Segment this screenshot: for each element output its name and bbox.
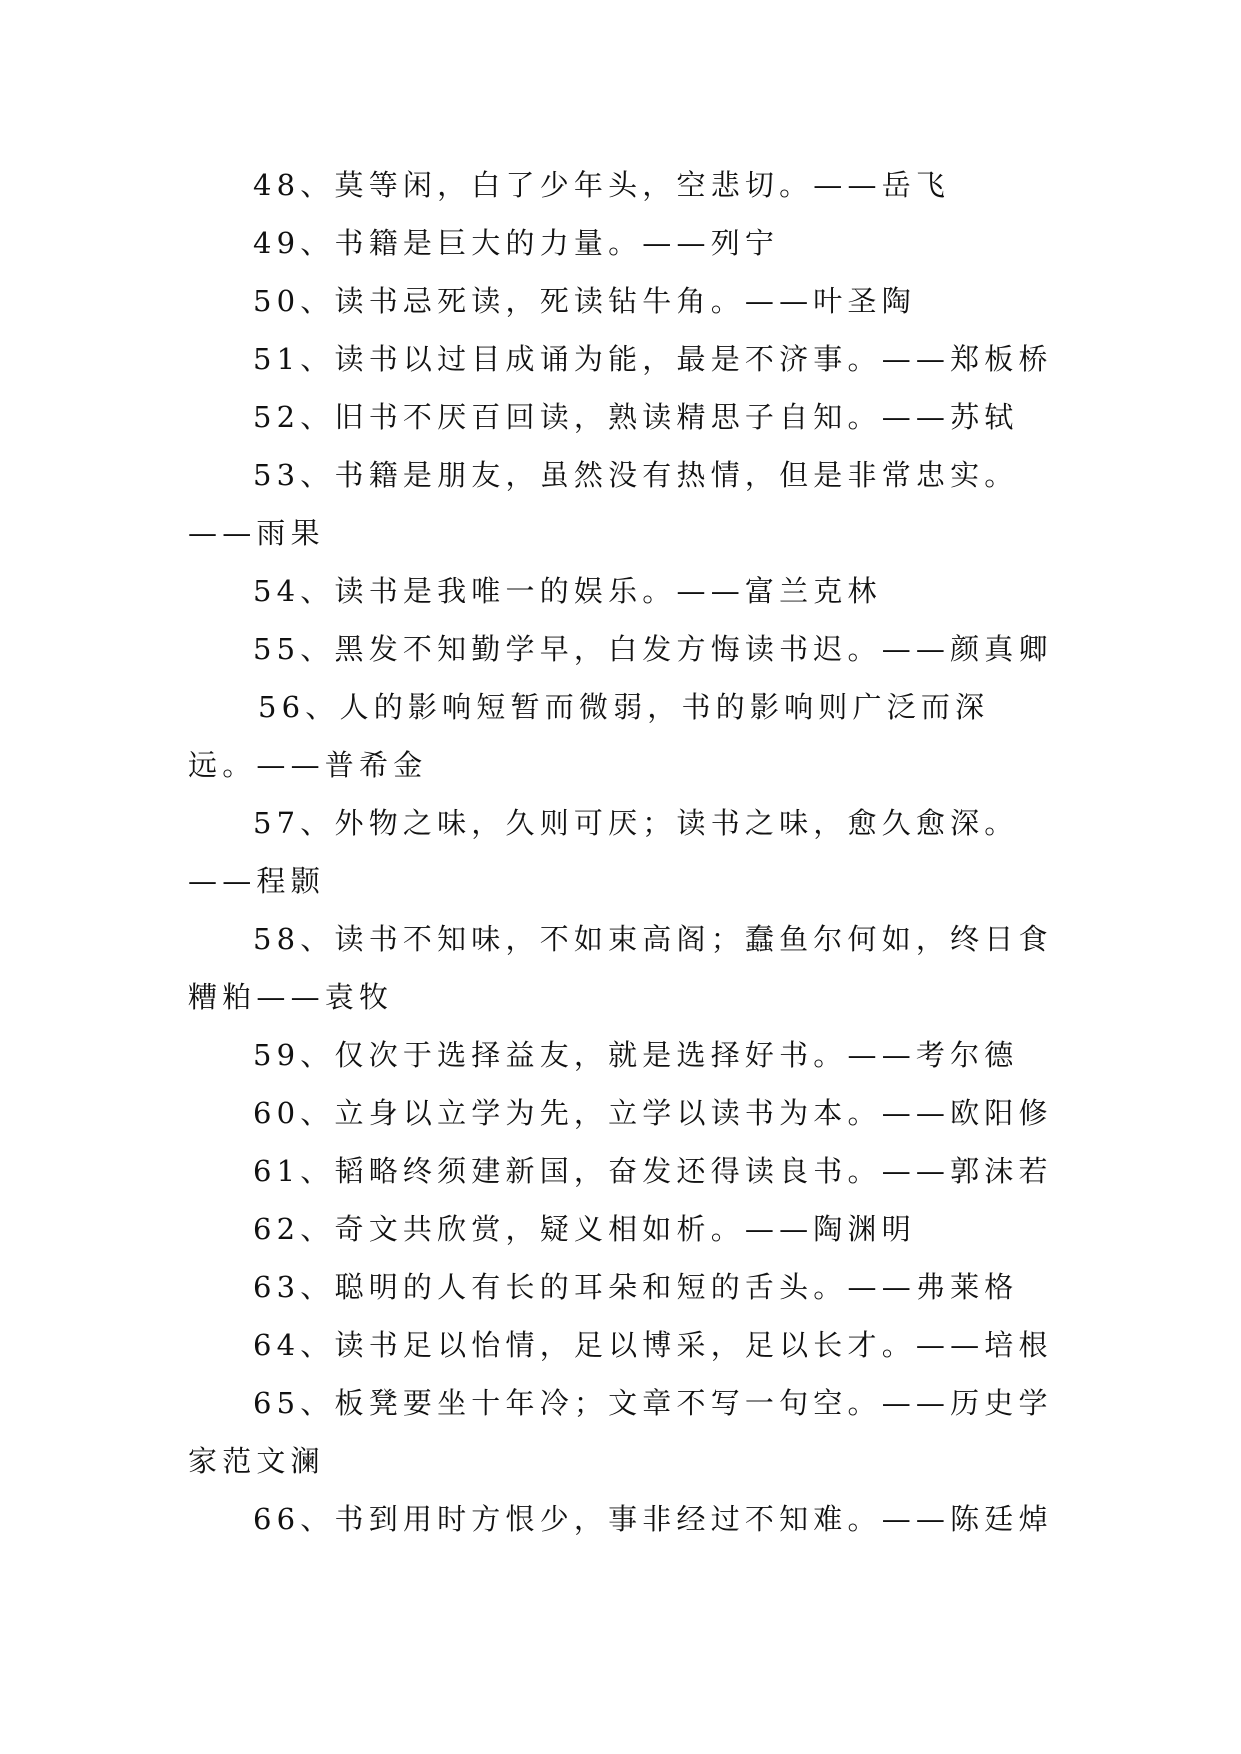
quote-list [188, 156, 1056, 1548]
quote-54: 54、读书是我唯一的娱乐。——富兰克林 [253, 574, 882, 608]
quote-48: 48、莫等闲，白了少年头，空悲切。——岳飞 [253, 168, 951, 202]
quote-56: 56、人的影响短暂而微弱，书的影响则广泛而深远。——普希金 [188, 690, 990, 782]
quote-66: 66、书到用时方恨少，事非经过不知难。——陈廷焯 [253, 1502, 1053, 1536]
quote-59: 59、仅次于选择益友，就是选择好书。——考尔德 [253, 1038, 1019, 1072]
quote-52: 52、旧书不厌百回读，熟读精思子自知。——苏轼 [253, 400, 1019, 434]
quote-62: 62、奇文共欣赏，疑义相如析。——陶渊明 [253, 1212, 916, 1246]
quote-61: 61、韬略终须建新国，奋发还得读良书。——郭沫若 [253, 1154, 1053, 1188]
quote-53: 53、书籍是朋友，虽然没有热情，但是非常忠实。——雨果 [188, 458, 1019, 550]
quote-58: 58、读书不知味，不如束高阁；蠢鱼尔何如，终日食糟粕——袁牧 [188, 922, 1053, 1014]
quote-60: 60、立身以立学为先，立学以读书为本。——欧阳修 [253, 1096, 1053, 1130]
quote-64: 64、读书足以怡情，足以博采，足以长才。——培根 [253, 1328, 1053, 1362]
quote-50: 50、读书忌死读，死读钻牛角。——叶圣陶 [253, 284, 916, 318]
quote-51: 51、读书以过目成诵为能，最是不济事。——郑板桥 [253, 342, 1053, 376]
quote-49: 49、书籍是巨大的力量。——列宁 [253, 226, 780, 260]
quote-55: 55、黑发不知勤学早，白发方悔读书迟。——颜真卿 [253, 632, 1053, 666]
quote-65: 65、板凳要坐十年冷；文章不写一句空。——历史学家范文澜 [188, 1386, 1053, 1478]
quote-63: 63、聪明的人有长的耳朵和短的舌头。——弗莱格 [253, 1270, 1019, 1304]
quote-57: 57、外物之味，久则可厌；读书之味，愈久愈深。——程颢 [188, 806, 1019, 898]
